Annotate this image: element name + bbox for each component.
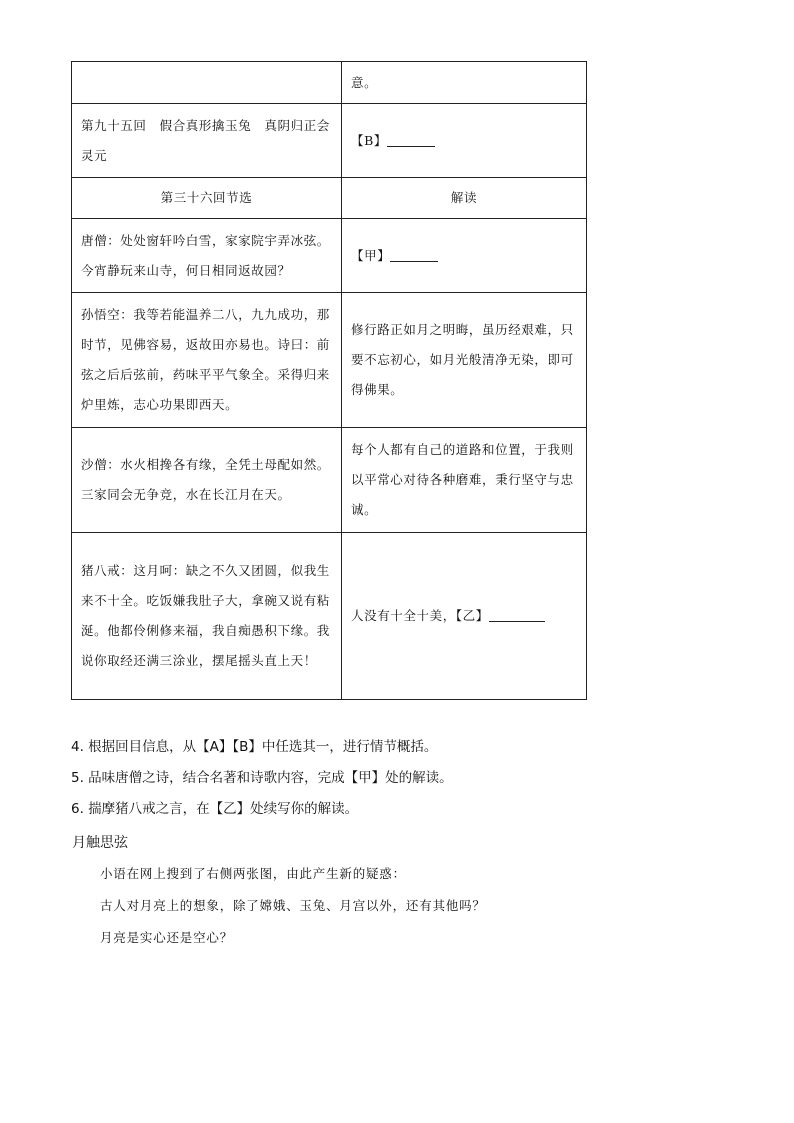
answer-blank[interactable] (489, 607, 545, 622)
paragraph: 小语在网上搜到了右侧两张图，由此产生新的疑惑： (100, 866, 406, 881)
table-cell-left: 唐僧：处处窗轩吟白雪，家家院宇弄冰弦。今宵静玩来山寺，何日相同返故园？ (72, 219, 342, 293)
answer-blank[interactable] (390, 247, 438, 262)
table-cell-left (72, 62, 342, 104)
reading-table (71, 61, 587, 700)
table-cell-right (342, 219, 587, 293)
question-item: 5. 品味唐僧之诗，结合名著和诗歌内容，完成【甲】处的解读。 (71, 770, 453, 786)
paragraph: 古人对月亮上的想象，除了嫦娥、玉兔、月宫以外，还有其他吗？ (100, 898, 486, 913)
table-cell-right (342, 533, 587, 700)
answer-label: 【B】 (351, 132, 387, 148)
table-cell-right (342, 104, 587, 178)
question-item: 6. 揣摩猪八戒之言，在【乙】处续写你的解读。 (71, 801, 359, 817)
section-title: 月触思弦 (72, 835, 128, 851)
table-header-interpretation: 解读 (342, 178, 587, 219)
paragraph: 月亮是实心还是空心？ (100, 930, 234, 945)
table-header-chapter: 第三十六回节选 (72, 178, 342, 219)
question-item: 4. 根据回目信息，从【A】【B】中任选其一，进行情节概括。 (71, 739, 438, 755)
table-cell-left: 猪八戒：这月呵：缺之不久又团圆，似我生来不十全。吃饭嫌我肚子大，拿碗又说有粘涎。他都伶俐修来福，我自痴愚积下缘。我说你取经还满三涂业，摆尾摇头直上天！ (72, 533, 342, 700)
table-cell-right: 修行路正如月之明晦，虽历经艰难，只要不忘初心，如月光般清净无染，即可得佛果。 (342, 293, 587, 428)
table-cell-left: 第九十五回 假合真形擒玉兔 真阴归正会灵元 (72, 104, 342, 178)
table-cell-left: 沙僧：水火相搀各有缘，全凭土母配如然。三家同会无争竞，水在长江月在天。 (72, 428, 342, 533)
question-list (71, 736, 721, 829)
answer-blank[interactable] (387, 132, 435, 147)
answer-label: 人没有十全十美，【乙】 (351, 608, 489, 623)
table-cell-right: 意。 (342, 62, 587, 104)
answer-label: 【甲】 (351, 247, 391, 263)
table-cell-right: 每个人都有自己的道路和位置，于我则以平常心对待各种磨难，秉行坚守与忠诚。 (342, 428, 587, 533)
table-cell-left: 孙悟空：我等若能温养二八，九九成功，那时节，见佛容易，返故田亦易也。诗曰：前弦之后后弦前，药味平平气象全。采得归来炉里炼，志心功果即西天。 (72, 293, 342, 428)
